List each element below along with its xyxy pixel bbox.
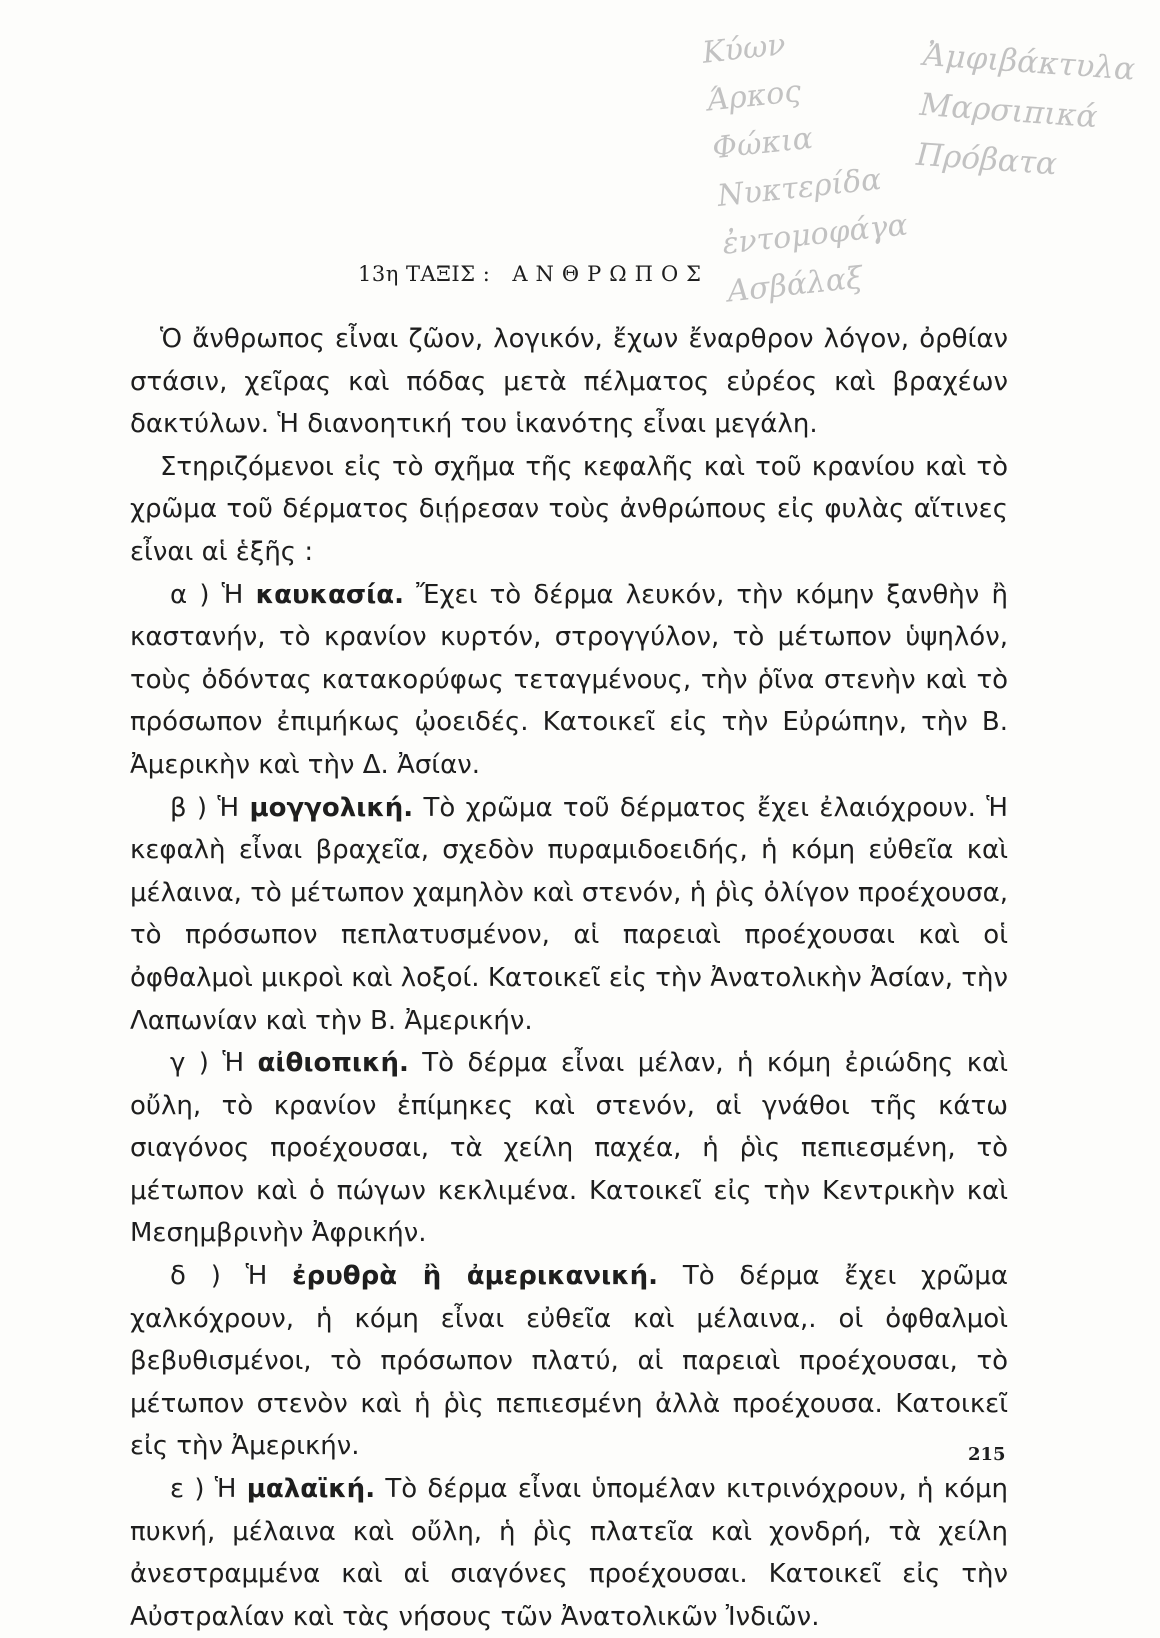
race-description: Τὸ δέρμα εἶναι ὑπομέλαν κιτρινόχρουν, ἡ κόμη πυκνή, μέλαινα καὶ οὔλη, ἡ ῥὶς πλατεῖα καὶ χονδρή, τὰ χείλη ἀνεστραμμένα καὶ αἱ σιαγόνες προέχουσαι. Κατοικεῖ εἰς τὴν Αὐστραλίαν καὶ τὰς νήσους τῶν Ἀνατολικῶν Ἰνδιῶν. bbox=[130, 1474, 1009, 1632]
handwritten-note: Φώκια bbox=[710, 120, 815, 167]
races-intro-paragraph: Στηριζόμενοι εἰς τὸ σχῆμα τῆς κεφαλῆς καὶ τοῦ κρανίου καὶ τὸ χρῶμα τοῦ δέρματος διῄρεσαν τοὺς ἀνθρώπους εἰς φυλὰς αἵτινες εἶναι αἱ ἑξῆς : bbox=[130, 451, 1008, 567]
race-name: ἐρυθρὰ ἢ ἀμερικανική. bbox=[292, 1261, 659, 1292]
handwritten-note: ἐντομοφάγα bbox=[720, 207, 910, 262]
race-marker: γ ) Ἡ bbox=[170, 1048, 245, 1079]
handwritten-note: Κύων bbox=[700, 27, 788, 71]
handwritten-note: Ασβάλαξ bbox=[725, 260, 865, 310]
intro-paragraph: Ὁ ἄνθρωπος εἶναι ζῶον, λογικόν, ἔχων ἔναρθρον λόγον, ὀρθίαν στάσιν, χεῖρας καὶ πόδας μετὰ πέλματος εὐρέος καὶ βραχέων δακτύλων. Ἡ διανοητική του ἱκανότης εἶναι μεγάλη. bbox=[130, 324, 1008, 440]
race-paragraph-b bbox=[130, 787, 1008, 1043]
page-number: 215 bbox=[968, 1444, 1006, 1465]
race-paragraph-d bbox=[130, 1255, 1008, 1468]
race-paragraph-e bbox=[130, 1468, 1008, 1638]
race-name: αἰθιοπική. bbox=[257, 1048, 409, 1079]
race-paragraph-a bbox=[130, 574, 1008, 787]
handwritten-note: Πρόβατα bbox=[915, 136, 1059, 183]
handwritten-notes-right bbox=[915, 30, 1145, 195]
section-title: ΑΝΘΡΩΠΟΣ bbox=[512, 262, 710, 286]
race-name: καυκασία. bbox=[255, 579, 404, 610]
handwritten-note: Μαρσιπικά bbox=[918, 86, 1099, 136]
race-description: Τὸ δέρμα εἶναι μέλαν, ἡ κόμη ἐριώδης καὶ οὔλη, τὸ κρανίον ἐπίμηκες καὶ στενόν, αἱ γνάθοι τῆς κάτω σιαγόνος προέχουσαι, τὰ χείλη παχέα, ἡ ῥὶς πεπιεσμένη, τὸ μέτωπον καὶ ὁ πώγων κεκλιμένα. Κατοικεῖ εἰς τὴν Κεντρικὴν καὶ Μεσημβρινὴν Ἀφρικήν. bbox=[130, 1048, 1009, 1249]
race-name: μογγολική. bbox=[249, 792, 414, 823]
race-description: Ἔχει τὸ δέρμα λευκόν, τὴν κόμην ξανθὴν ἢ καστανήν, τὸ κρανίον κυρτόν, στρογγύλον, τὸ μέτωπον ὑψηλόν, τοὺς ὀδόντας κατακορύφως τεταγμένους, τὴν ῥῖνα στενὴν καὶ τὸ πρόσωπον ἐπιμήκως ᾠοειδές. Κατοικεῖ εἰς τὴν Εὐρώπην, τὴν Β. Ἀμερικὴν καὶ τὴν Δ. Ἀσίαν. bbox=[130, 579, 1008, 780]
order-number: 13η ΤΑΞΙΣ : bbox=[358, 262, 491, 286]
race-marker: ε ) Ἡ bbox=[170, 1474, 237, 1505]
handwritten-note: Άρκος bbox=[705, 73, 803, 119]
race-description: Τὸ δέρμα ἔχει χρῶμα χαλκόχρουν, ἡ κόμη εἶναι εὐθεῖα καὶ μέλαινα,. οἱ ὀφθαλμοὶ βεβυθισμένοι, τὸ πρόσωπον πλατύ, αἱ παρειαὶ προέχουσαι, τὸ μέτωπον στενὸν καὶ ἡ ῥὶς πεπιεσμένη ἀλλὰ προέχουσα. Κατοικεῖ εἰς τὴν Ἀμερικήν. bbox=[130, 1261, 1008, 1462]
section-heading bbox=[358, 262, 709, 286]
handwritten-notes bbox=[700, 27, 1140, 320]
race-marker: β ) Ἡ bbox=[170, 792, 240, 823]
race-description: Τὸ χρῶμα τοῦ δέρματος ἔχει ἐλαιόχρουν. Ἡ κεφαλὴ εἶναι βραχεῖα, σχεδὸν πυραμιδοειδής, ἡ κόμη εὐθεῖα καὶ μέλαινα, τὸ μέτωπον χαμηλὸν καὶ στενόν, ἡ ῥὶς ὀλίγον προέχουσα, τὸ πρόσωπον πεπλατυσμένον, αἱ παρειαὶ προέχουσαι καὶ οἱ ὀφθαλμοὶ μικροὶ καὶ λοξοί. Κατοικεῖ εἰς τὴν Ἀνατολικὴν Ἀσίαν, τὴν Λαπωνίαν καὶ τὴν Β. Ἀμερικήν. bbox=[130, 792, 1008, 1036]
race-paragraph-c bbox=[130, 1042, 1008, 1255]
race-marker: α ) Ἡ bbox=[170, 579, 244, 610]
body-text bbox=[130, 318, 1008, 1638]
handwritten-note: Νυκτερίδα bbox=[715, 161, 884, 214]
race-name: μαλαϊκή. bbox=[246, 1474, 376, 1505]
handwritten-notes-left bbox=[700, 7, 949, 316]
handwritten-note: Ἀμφιβάκτυλα bbox=[922, 36, 1137, 88]
race-marker: δ ) Ἡ bbox=[170, 1261, 268, 1292]
